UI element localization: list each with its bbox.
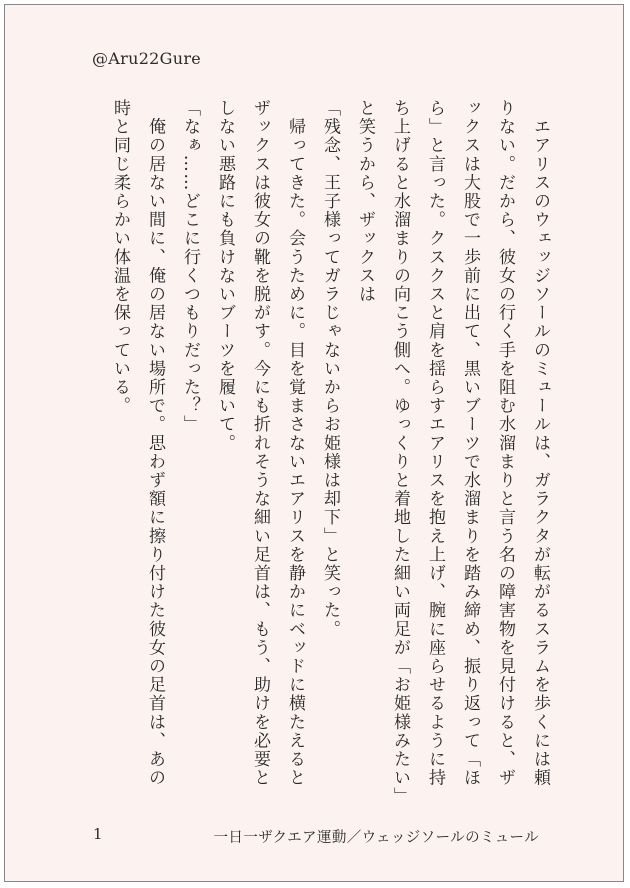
footer-title: 一日一ザクエア運動／ウェッジソールのミュール xyxy=(213,830,539,846)
author-handle: @Aru22Gure xyxy=(92,49,202,68)
paragraph-3: 帰ってきた。会うために。目を覚まさないエアリスを静かにベッドに横たえるとザックスは彼女の靴を脱がす。今にも折れそうな細い足首は、もう、助けを必要としない悪路にも負けないブーツを履いて。 xyxy=(215,99,305,788)
paragraph-4: 「なぁ……どこに行くつもりだった？」 xyxy=(180,99,200,434)
paragraph-5: 俺の居ない間に、俺の居ない場所で。思わず額に擦り付けた彼女の足首は、あの時と同じ柔らかい体温を保っている。 xyxy=(110,99,165,788)
story-text xyxy=(102,99,557,799)
paragraph-1: エアリスのウェッジソールのミュールは、ガラクタが転がるスラムを歩くには頼りない。だから、彼女の行く手を阻む水溜まりと言う名の障害物を見付けると、ザックスは大股で一歩前に出て、黒いブーツで水溜まりを踏み締め、振り返って「ほら」と言った。クスクスと肩を揺らすエアリスを抱え上げ、腕に座らせるように持ち上げると水溜まりの向こう側へ。ゆっくりと着地した細い両足が「お姫様みたい」と笑うから、ザックスは xyxy=(355,99,550,798)
paragraph-2: 「残念、王子様ってガラじゃないからお姫様は却下」と笑った。 xyxy=(320,99,340,639)
document-page xyxy=(4,4,624,882)
page-number: 1 xyxy=(93,825,103,843)
